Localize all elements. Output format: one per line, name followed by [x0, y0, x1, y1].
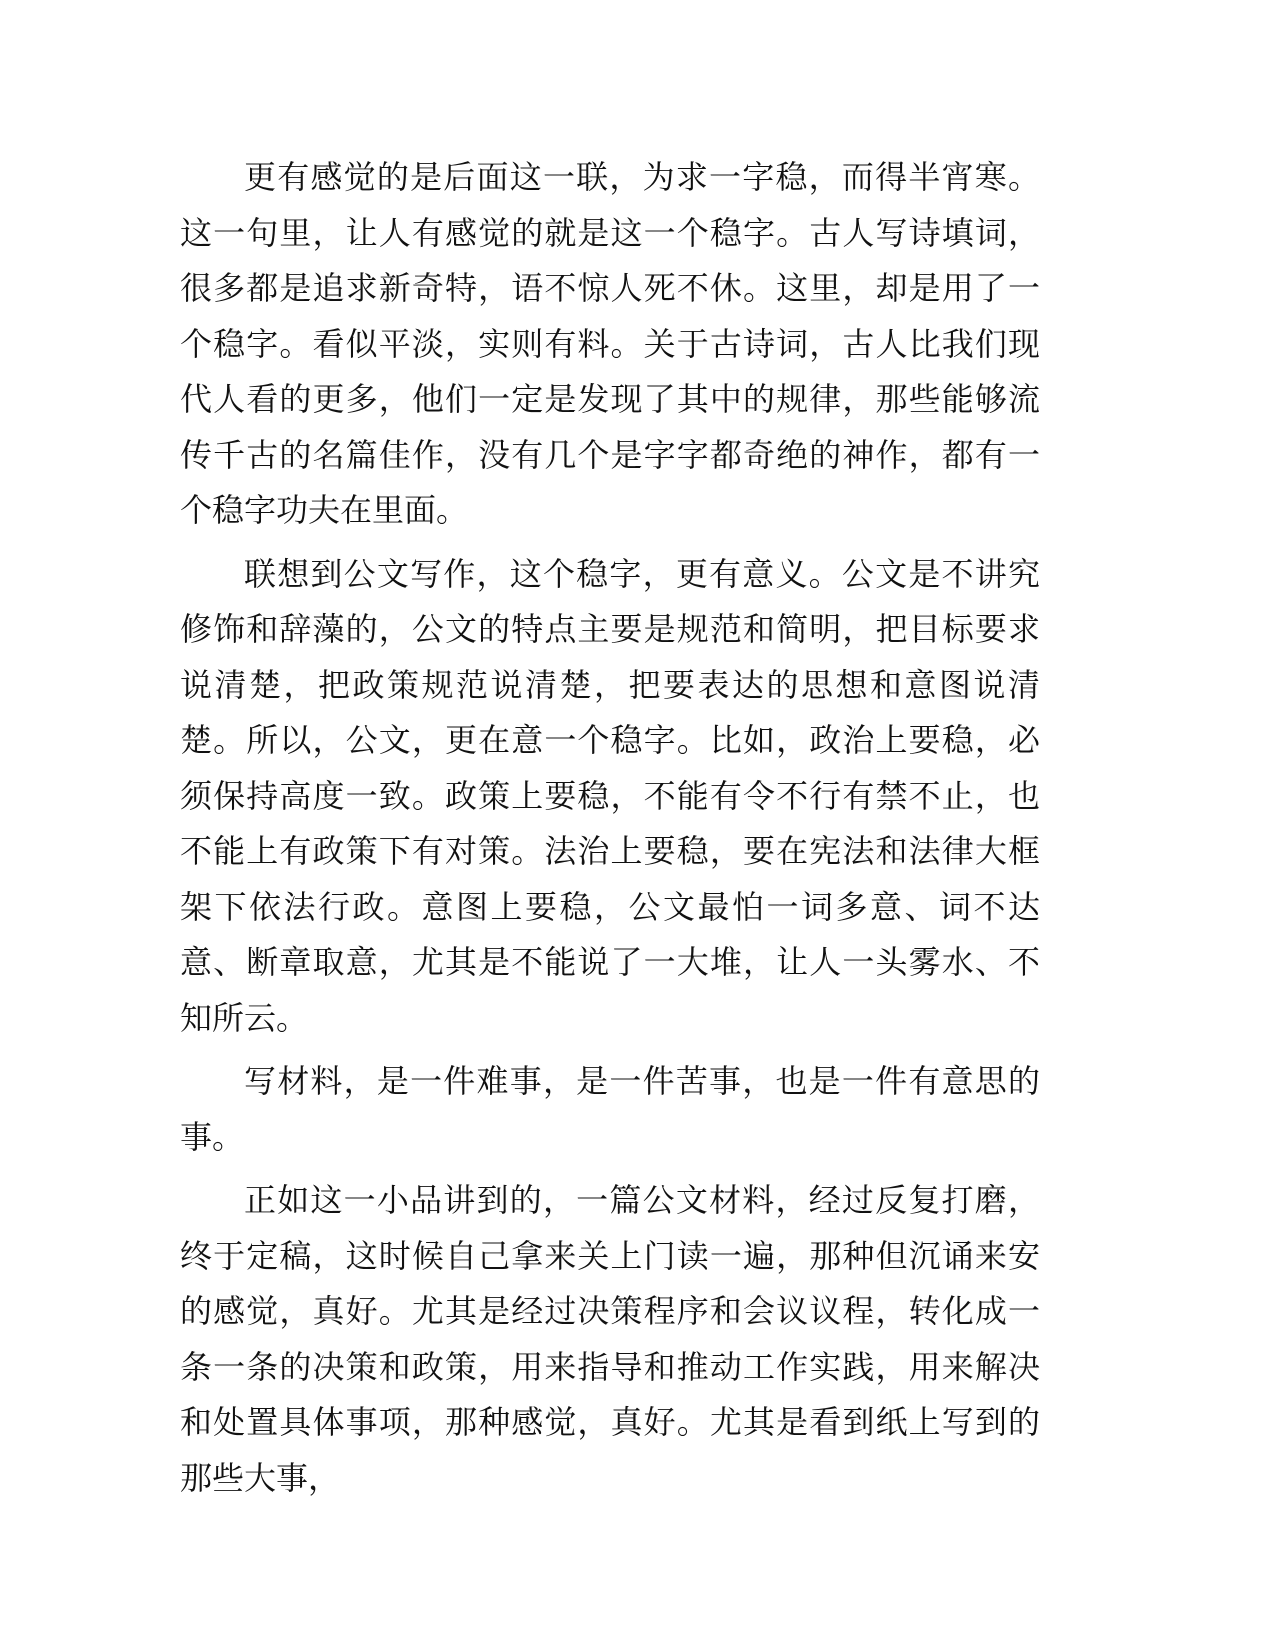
document-body	[180, 150, 1040, 1514]
paragraph-2: 联想到公文写作，这个稳字，更有意义。公文是不讲究修饰和辞藻的，公文的特点主要是规范和简明，把目标要求说清楚，把政策规范说清楚，把要表达的思想和意图说清楚。所以，公文，更在意一个稳字。比如，政治上要稳，必须保持高度一致。政策上要稳，不能有令不行有禁不止，也不能上有政策下有对策。法治上要稳，要在宪法和法律大框架下依法行政。意图上要稳，公文最怕一词多意、词不达意、断章取意，尤其是不能说了一大堆，让人一头雾水、不知所云。	[180, 554, 1040, 1037]
paragraph-1: 更有感觉的是后面这一联，为求一字稳，而得半宵寒。这一句里，让人有感觉的就是这一个稳字。古人写诗填词，很多都是追求新奇特，语不惊人死不休。这里，却是用了一个稳字。看似平淡，实则有料。关于古诗词，古人比我们现代人看的更多，他们一定是发现了其中的规律，那些能够流传千古的名篇佳作，没有几个是字字都奇绝的神作，都有一个稳字功夫在里面。	[180, 158, 1040, 529]
paragraph-4: 正如这一小品讲到的，一篇公文材料，经过反复打磨，终于定稿，这时候自己拿来关上门读一遍，那种但沉诵来安的感觉，真好。尤其是经过决策程序和会议议程，转化成一条一条的决策和政策，用来指导和推动工作实践，用来解决和处置具体事项，那种感觉，真好。尤其是看到纸上写到的那些大事，	[180, 1181, 1040, 1497]
paragraph-3: 写材料，是一件难事，是一件苦事，也是一件有意思的事。	[180, 1062, 1040, 1156]
